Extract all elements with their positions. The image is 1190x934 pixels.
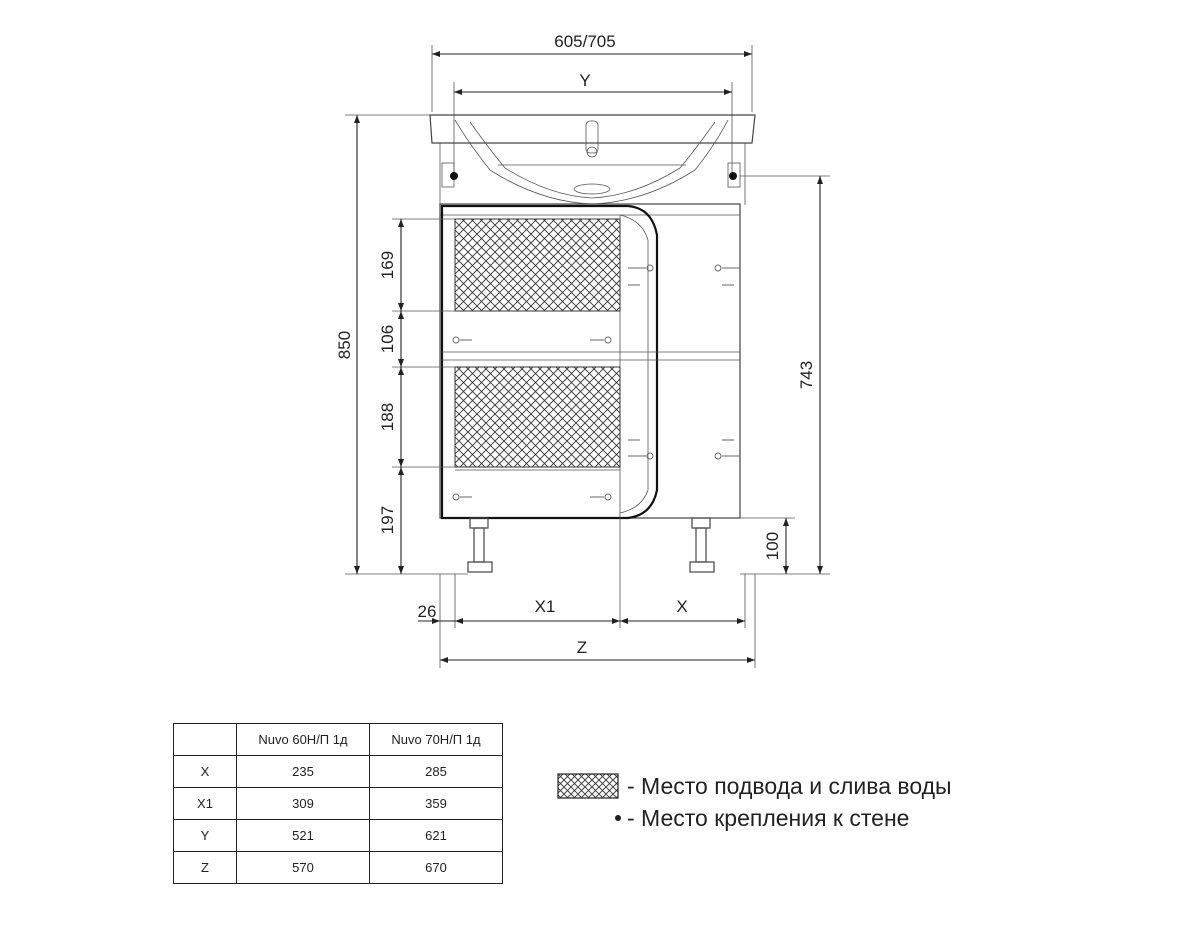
dot-icon [615, 815, 621, 821]
cell-70: 359 [370, 788, 503, 820]
basin-width-label: Y [579, 71, 591, 90]
cell-60: 309 [237, 788, 370, 820]
cell-60: 570 [237, 852, 370, 884]
leg-height-label: 100 [763, 531, 782, 561]
table-header-cell [174, 724, 237, 756]
table-header-row [174, 724, 503, 756]
cell-70: 285 [370, 756, 503, 788]
leg-height-dimension [740, 518, 795, 574]
bottom-dimensions [418, 518, 755, 668]
water-zone-upper [455, 219, 620, 311]
legend-dot-text: - Место крепления к стене [627, 804, 910, 831]
row-label: X1 [174, 788, 237, 820]
leg-right [690, 518, 714, 572]
water-zone-lower [455, 367, 620, 467]
table-row [174, 756, 503, 788]
seg-197-label: 197 [378, 505, 397, 535]
cabinet-height-dimension [740, 176, 830, 574]
x1-label: X1 [534, 597, 556, 616]
legend [557, 770, 952, 834]
table-header-cell: Nuvo 70Н/П 1д [370, 724, 503, 756]
total-height-label: 850 [335, 330, 354, 360]
table-header-cell: Nuvo 60Н/П 1д [237, 724, 370, 756]
cell-60: 235 [237, 756, 370, 788]
cell-70: 670 [370, 852, 503, 884]
left-offset-label: 26 [417, 602, 437, 621]
legend-hatch-text: - Место подвода и слива воды [627, 772, 952, 799]
leg-left [468, 518, 492, 572]
z-label: Z [576, 638, 588, 657]
seg-169-label: 169 [378, 250, 397, 280]
segment-dimensions [378, 219, 455, 574]
row-label: Z [174, 852, 237, 884]
wall-bracket-left [442, 163, 458, 187]
basin-width-dimension [454, 71, 732, 180]
legend-dot-row [557, 802, 952, 834]
overall-width-dimension [432, 32, 752, 112]
table-row [174, 852, 503, 884]
washbasin [430, 115, 755, 205]
cabinet-height-label: 743 [797, 360, 816, 390]
hatch-swatch-icon [557, 773, 619, 799]
cell-60: 521 [237, 820, 370, 852]
cell-70: 621 [370, 820, 503, 852]
row-label: X [174, 756, 237, 788]
dimensions-table [173, 723, 503, 884]
table-row [174, 788, 503, 820]
wall-bracket-right [728, 163, 740, 187]
seg-106-label: 106 [378, 324, 397, 354]
row-label: Y [174, 820, 237, 852]
seg-188-label: 188 [378, 402, 397, 432]
table-row [174, 820, 503, 852]
x-label: X [676, 597, 688, 616]
overall-width-label: 605/705 [554, 32, 616, 51]
legend-hatch-row [557, 770, 952, 802]
